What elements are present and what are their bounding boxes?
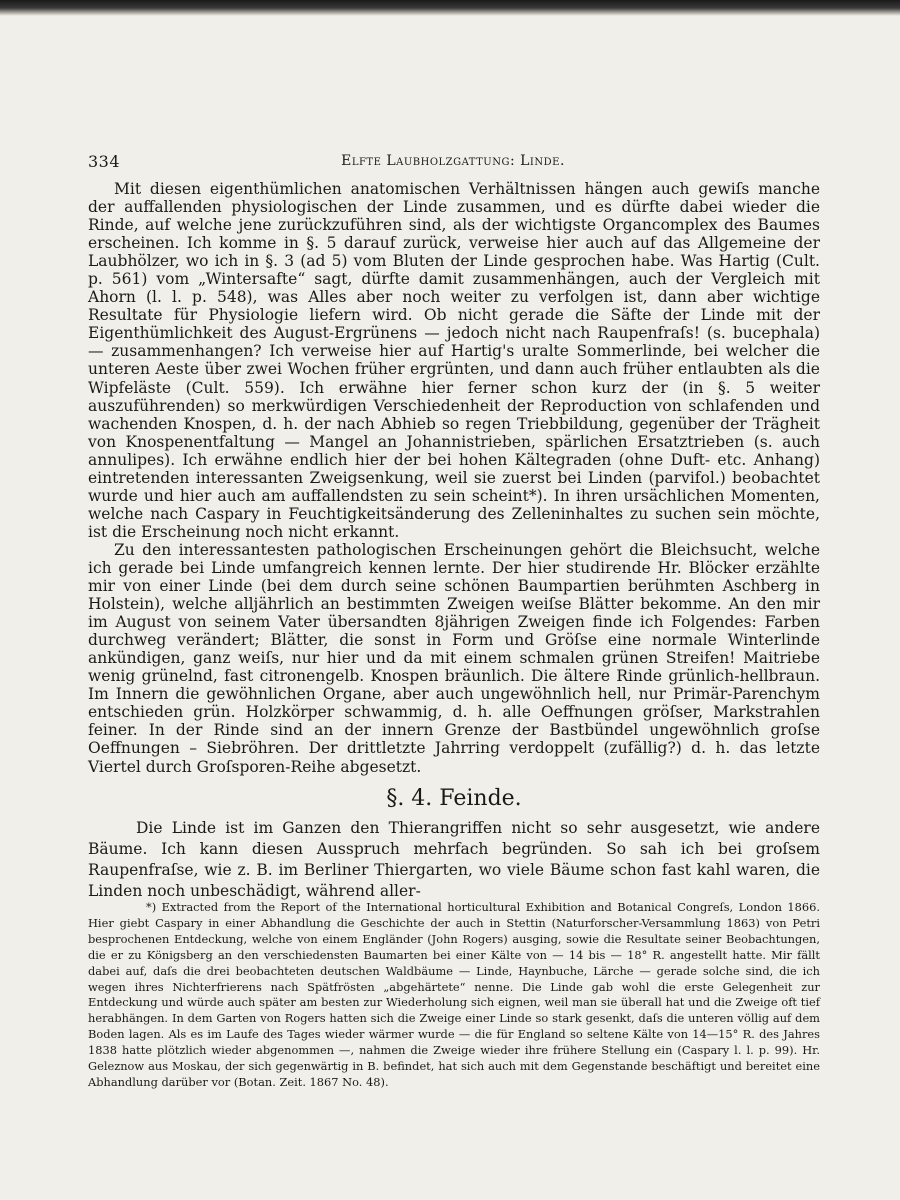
footnote-text: *) Extracted from the Report of the International horticultural Exhibition and Botanical Congreſs, London 1866. Hier giebt Caspary in einer Abhandlung die Geschichte der auch in Stettin (Naturforscher-Versammlung 1863) von Petri besprochenen Entdeckung, welche von einem Engländer (John Rogers) ausging, sowie die Resultate seiner Beobachtungen, die er zu Königsberg an den verschiedensten Baumarten bei einer Kälte von — 14 bis — 18° R. angestellt hatte. Mir fällt dabei auf, daſs die drei beobachteten deutschen Waldbäume — Linde, Haynbuche, Lärche — gerade solche sind, die ich wegen ihres Nichterfrierens nach Spätfrösten „abgehärtete“ nenne. Die Linde gab wohl die erste Gelegenheit zur Entdeckung und würde auch später am besten zur Wiederholung sich eignen, weil man sie überall hat und die Zweige oft tief herabhängen. In dem Garten von Rogers hatten sich die Zweige einer Linde so stark gesenkt, daſs die unteren völlig auf dem Boden lagen. Als es im Laufe des Tages wieder wärmer wurde — die für England so seltene Kälte von 14—15° R. des Jahres 1838 hatte plötzlich wieder abgenommen —, nahmen die Zweige wieder ihre frühere Stellung ein (Caspary l. l. p. 99). Hr. Geleznow aus Moskau, der sich gegenwärtig in B. befindet, hat sich auch mit dem Gegenstande beschäftigt und bereitet eine Abhandlung darüber vor (Botan. Zeit. 1867 No. 48). <box>88 900 820 1089</box>
section-body <box>88 818 820 902</box>
scan-top-edge <box>0 0 900 16</box>
paragraph-pathology: Zu den interessantesten pathologischen Erscheinungen gehört die Bleichsucht, welche ich gerade bei Linde umfangreich kennen lernte. Der hier studirende Hr. Blöcker erzählte mir von einer Linde (bei dem durch seine schönen Baumpartien berühmten Aschberg in Holstein), welche alljährlich an bestimmten Zweigen weiſse Blätter bekomme. An den mir im August von seinem Vater übersandten 8jährigen Zweigen finde ich Folgendes: Farben durchweg verändert; Blätter, die sonst in Form und Gröſse eine normale Winterlinde ankündigen, ganz weiſs, nur hier und da mit einem schmalen grünen Streifen! Maitriebe wenig grünelnd, fast citronengelb. Knospen bräunlich. Die ältere Rinde grünlich-hellbraun. Im Innern die gewöhnlichen Organe, aber auch ungewöhnlich hell, nur Primär-Parenchym entschieden grün. Holzkörper schwammig, d. h. alle Oeffnungen gröſser, Markstrahlen feiner. In der Rinde sind an der innern Grenze der Bastbündel ungewöhnlich groſse Oeffnungen – Siebröhren. Der drittletzte Jahrring verdoppelt (zufällig?) d. h. das letzte Viertel durch Groſsporen-Reihe abgesetzt. <box>88 540 820 776</box>
running-title: Elfte Laubholzgattung: Linde. <box>341 153 565 169</box>
footnote <box>88 900 820 1091</box>
main-text <box>88 180 820 776</box>
page-header <box>88 152 818 172</box>
page-number: 334 <box>88 152 121 171</box>
paragraph-physiology: Mit diesen eigenthümlichen anatomischen Verhältnissen hängen auch gewiſs manche der auffallenden physiologischen der Linde zusammen, und es dürfte dabei wieder die Rinde, auf welche jene zurückzuführen sind, als der wichtigste Organcomplex des Baumes erscheinen. Ich komme in §. 5 darauf zurück, verweise hier auch auf das Allgemeine der Laubhölzer, wo ich in §. 3 (ad 5) vom Bluten der Linde gesprochen habe. Was Hartig (Cult. p. 561) vom „Wintersafte“ sagt, dürfte damit zusammenhängen, auch der Vergleich mit Ahorn (l. l. p. 548), was Alles aber noch weiter zu verfolgen ist, dann aber wichtige Resultate für Physiologie liefern wird. Ob nicht gerade die Säfte der Linde mit der Eigenthümlichkeit des August-Ergrünens — jedoch nicht nach Raupenfraſs! (s. bucephala) — zusammenhangen? Ich verweise hier auf Hartig's uralte Sommerlinde, bei welcher die unteren Aeste über zwei Wochen früher ergrünten, und dann auch früher entlaubten als die Wipfeläste (Cult. 559). Ich erwähne hier ferner schon kurz der (in §. 5 weiter auszuführenden) so merkwürdigen Verschiedenheit der Reproduction von schlafenden und wachenden Knospen, d. h. der nach Abhieb so regen Triebbildung, gegenüber der Trägheit von Knospenentfaltung — Mangel an Johannistrieben, spärlichen Ersatztrieben (s. auch annulipes). Ich erwähne endlich hier der bei hohen Kältegraden (ohne Duft- etc. Anhang) eintretenden interessanten Zweigsenkung, weil sie zuerst bei Linden (parvifol.) beobachtet wurde und hier auch am auffallendsten zu sein scheint*). In ihren ursächlichen Momenten, welche nach Caspary in Feuchtigkeitsänderung des Zelleninhaltes zu suchen sein möchte, ist die Erscheinung noch nicht erkannt. <box>88 180 820 541</box>
section-paragraph: Die Linde ist im Ganzen den Thierangriffen nicht so sehr ausgesetzt, wie andere Bäume. Ich kann diesen Ausspruch mehrfach begründen. So sah ich bei groſsem Raupenfraſse, wie z. B. im Berliner Thiergarten, wo viele Bäume schon fast kahl waren, die Linden noch unbeschädigt, während aller- <box>88 819 820 900</box>
section-heading: §. 4. Feinde. <box>386 786 522 811</box>
